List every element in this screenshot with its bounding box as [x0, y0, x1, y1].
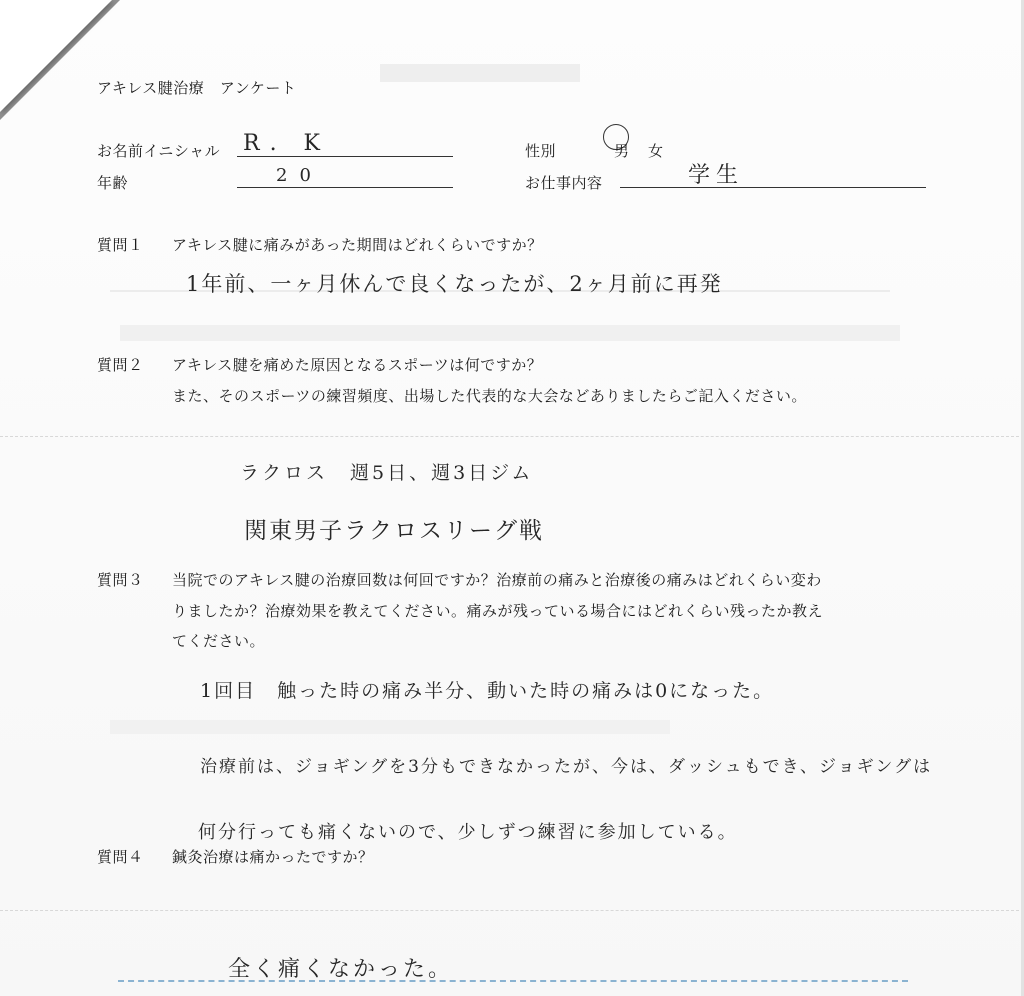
name-underline — [237, 156, 453, 157]
scan-fold-line — [0, 910, 1024, 911]
name-label: お名前イニシャル — [97, 142, 221, 160]
age-underline — [237, 187, 453, 188]
question-2-answer-line2: 関東男子ラクロスリーグ戦 — [244, 518, 544, 544]
question-3-text-line2: りましたか？治療効果を教えてください。痛みが残っている場合にはどれくらい残ったか教え — [172, 602, 824, 620]
question-2-text-line2: また、そのスポーツの練習頻度、出場した代表的な大会などありましたらご記入ください。 — [172, 387, 807, 405]
question-4-answer: 全く痛くなかった。 — [228, 957, 454, 982]
question-3-text: 当院でのアキレス腱の治療回数は何回ですか？治療前の痛みと治療後の痛みはどれくらい変わ — [172, 571, 822, 589]
question-2-answer-line1: ラクロス 週5日、週3日ジム — [240, 462, 534, 484]
scan-fold-line — [0, 436, 1024, 437]
question-1-label: 質問１ — [97, 236, 144, 254]
question-2-label: 質問２ — [97, 356, 144, 374]
question-4-text: 鍼灸治療は痛かったですか？ — [172, 848, 374, 866]
question-3-answer-line3: 何分行っても痛くないので、少しずつ練習に参加している。 — [198, 822, 738, 843]
gender-label: 性別 — [525, 142, 557, 160]
job-label: お仕事内容 — [525, 174, 603, 192]
job-underline — [620, 187, 926, 188]
question-2-text: アキレス腱を痛めた原因となるスポーツは何ですか？ — [172, 356, 543, 374]
age-value: 20 — [276, 165, 323, 186]
question-4-label: 質問４ — [97, 848, 144, 866]
bleed-through-block — [110, 720, 670, 734]
question-1-text: アキレス腱に痛みがあった期間はどれくらいですか？ — [172, 236, 543, 254]
name-value: R. K — [243, 131, 330, 156]
job-value: 学生 — [688, 163, 745, 188]
blue-dashed-rule — [118, 980, 908, 982]
question-1-answer: 1年前、一ヶ月休んで良くなったが、2ヶ月前に再発 — [186, 272, 723, 296]
question-3-answer-line2: 治療前は、ジョギングを3分もできなかったが、今は、ダッシュもでき、ジョギングは — [200, 757, 933, 777]
folded-corner — [0, 0, 112, 112]
gender-female-option: 女 — [648, 142, 664, 160]
question-3-label: 質問３ — [97, 571, 144, 589]
gender-male-option: 男 — [614, 142, 630, 160]
question-3-text-line3: てください。 — [172, 632, 266, 650]
bleed-through-block — [380, 64, 580, 82]
question-3-answer-line1: 1回目 触った時の痛み半分、動いた時の痛みは0になった。 — [200, 680, 775, 702]
form-title: アキレス腱治療 アンケート — [97, 79, 297, 97]
bleed-through-block — [120, 325, 900, 341]
age-label: 年齢 — [97, 174, 129, 192]
